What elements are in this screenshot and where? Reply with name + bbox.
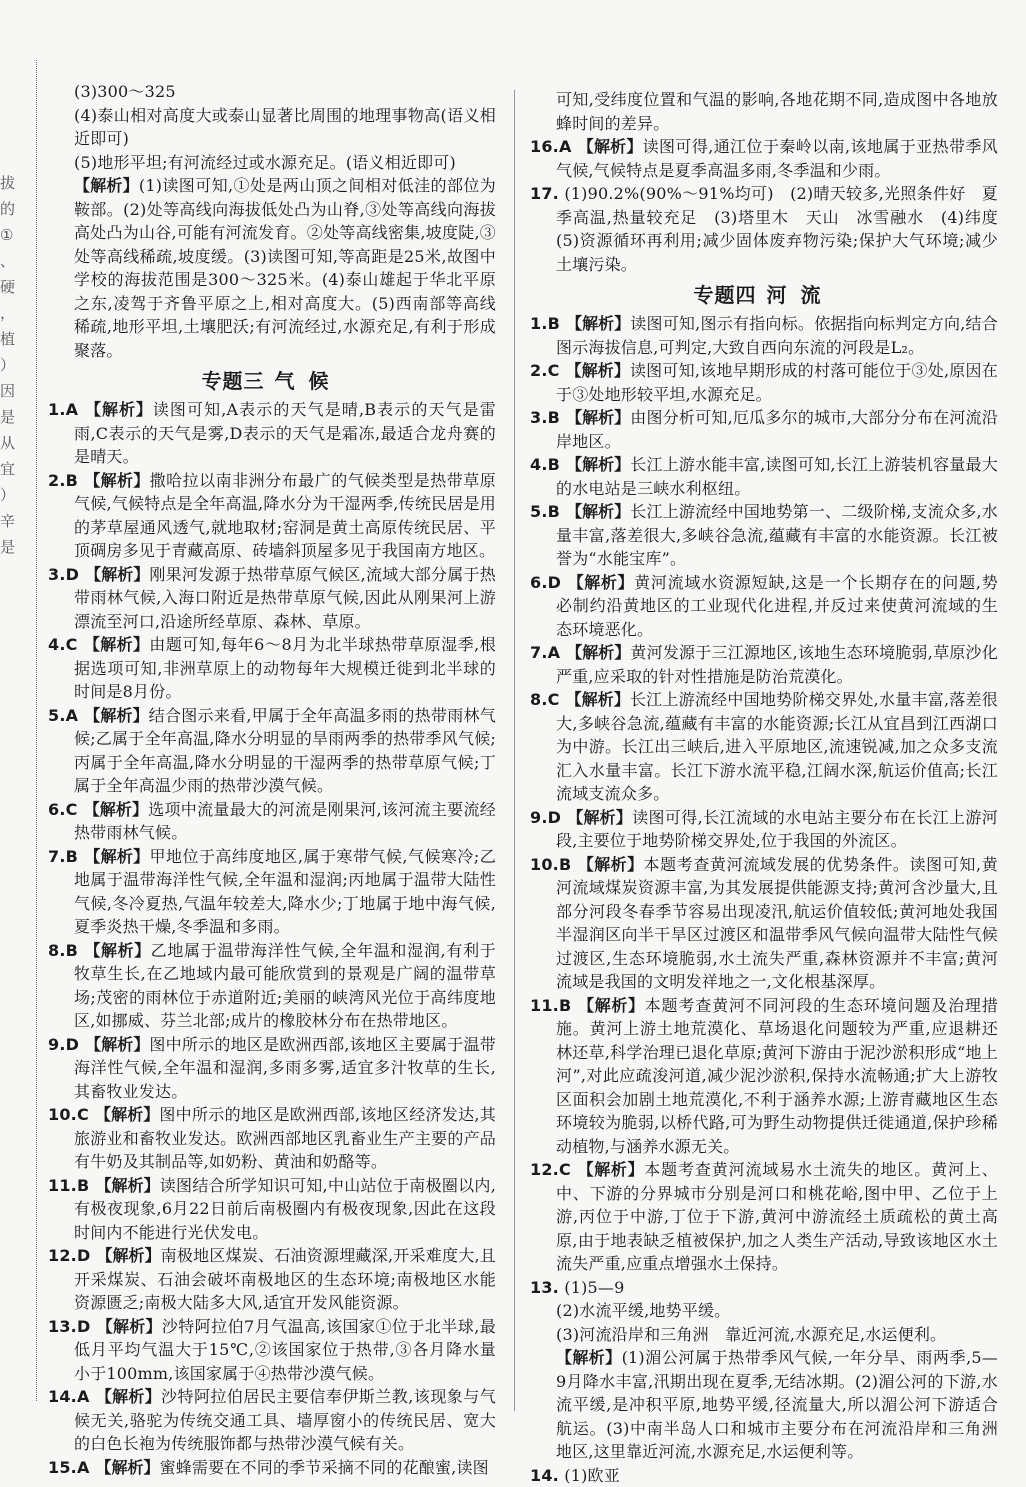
- question-number: 7.: [48, 847, 66, 866]
- question-item: [48, 563, 496, 634]
- question-list: [48, 398, 496, 1479]
- answer-line: (2)水流平缓,地势平缓。: [530, 1299, 998, 1323]
- edge-glyph: 宜: [0, 456, 18, 482]
- question-number: 11.: [530, 996, 559, 1015]
- question-item: [530, 453, 998, 500]
- answer-text: 本题考查黄河不同河段的生态环境问题及治理措施。黄河上游土地荒漠化、草场退化问题较为严重,应退耕还林还草,科学治理已退化草原;黄河下游由于泥沙淤积形成“地上河”,对此应疏浚河道,减少泥沙淤积,保持水流畅通;扩大上游牧区面积会加剧土地荒漠化,不利于涵养水源;上游青藏地区生态环境较为脆弱,以桥代路,可为野生动物提供迁徙通道,保护珍稀动植物,与涵养水源无关。: [556, 996, 998, 1156]
- question-number: 5.: [530, 502, 548, 521]
- answer-choice: D: [548, 808, 561, 827]
- question-item: [530, 1158, 998, 1276]
- answer-text: 沙特阿拉伯居民主要信奉伊斯兰教,该现象与气候无关,骆驼为传统交通工具、墙厚窗小的传统民居、宽大的白色长袍为传统服饰都与热带沙漠气候有关。: [74, 1387, 496, 1453]
- answer-choice: C: [66, 635, 78, 654]
- question-item: [48, 398, 496, 469]
- answer-text: 长江上游流经中国地势第一、二级阶梯,支流众多,水量丰富,落差很大,多峡谷急流,蕴藏有丰富的水能资源。长江被誉为“水能宝库”。: [556, 502, 998, 568]
- analysis-tag: 【解析】: [95, 1105, 159, 1124]
- answer-text: 本题考查黄河流域易水土流失的地区。黄河上、中、下游的分界城市分别是河口和桃花峪,图中甲、乙位于上游,丙位于中游,丁位于下游,黄河中游流经土质疏松的黄土高原,由于地表缺乏植被保护,加之人类生产活动,导致该地区水土流失严重,应重点增强水土保持。: [556, 1160, 998, 1273]
- edge-glyph: 因: [0, 378, 18, 404]
- analysis-tag: 【解析】: [577, 996, 644, 1015]
- answer-text: 由题可知,每年6～8月为北半球热带草原湿季,根据选项可知,非洲草原上的动物每年大规模迁徙到北半球的时间是8月份。: [74, 635, 496, 701]
- question-item: [530, 806, 998, 853]
- answer-choice: B: [548, 502, 560, 521]
- answer-text: 乙地属于温带海洋性气候,全年温和湿润,有利于牧草生长,在乙地域内最可能欣赏到的景观是广阔的温带草场;茂密的雨林位于赤道附近;美丽的峡湾风光位于高纬度地区,如挪威、芬兰北部;成片的橡胶林分布在热带地区。: [74, 941, 496, 1031]
- analysis-tag: 【解析】: [84, 941, 151, 960]
- answer-text: 结合图示来看,甲属于全年高温多雨的热带雨林气候;乙属于全年高温,降水分明显的旱雨两季的热带季风气候;丙属于全年高温,降水分明显的干湿两季的热带草原气候;丁属于全年高温少雨的热带沙漠气候。: [74, 706, 496, 796]
- edge-glyph: 、: [0, 248, 18, 274]
- question-number: 3.: [48, 565, 66, 584]
- answer-text: 由图分析可知,厄瓜多尔的城市,大部分分布在河流沿岸地区。: [556, 408, 998, 451]
- section-word: 气候: [275, 369, 343, 393]
- question-number: 11.: [48, 1176, 77, 1195]
- answer-choice: A: [66, 400, 79, 419]
- question-item: [530, 641, 998, 688]
- analysis-tag: 【解析】: [96, 1246, 160, 1265]
- answer-text: 长江上游水能丰富,读图可知,长江上游装机容量最大的水电站是三峡水利枢纽。: [556, 455, 998, 498]
- answer-line: (3)河流沿岸和三角洲 靠近河流,水源充足,水运便利。: [530, 1323, 998, 1347]
- analysis-tag: 【解析】: [84, 635, 150, 654]
- section-word: 河流: [767, 283, 835, 307]
- answer-choice: D: [66, 1035, 79, 1054]
- analysis-tag: 【解析】: [95, 1176, 159, 1195]
- answer-choice: B: [77, 1176, 89, 1195]
- analysis-tag: 【解析】: [96, 1458, 160, 1477]
- analysis-tag: 【解析】: [566, 361, 630, 380]
- question-item: [48, 845, 496, 939]
- answer-choice: B: [559, 996, 571, 1015]
- answer-text: 南极地区煤炭、石油资源埋藏深,开采难度大,且开采煤炭、石油会破坏南极地区的生态环境;南极地区水能资源匮乏;南极大陆多大风,适宜开发风能资源。: [74, 1246, 496, 1312]
- answer-text: 本题考查黄河流域发展的优势条件。读图可知,黄河流域煤炭资源丰富,为其发展提供能源支持;黄河含沙量大,且部分河段冬春季节容易出现凌汛,航运价值较低;黄河地处我国半湿润区向半干旱区过渡区和温带季风气候向温带大陆性气候过渡区,生态环境脆弱,水土流失严重,森林资源并不丰富;黄河流域是我国的文明发祥地之一,文化根基深厚。: [556, 855, 998, 992]
- question-number: 14.: [48, 1387, 77, 1406]
- question-number: 13.: [48, 1317, 77, 1336]
- answer-text: 读图可知,该地早期形成的村落可能位于③处,原因在于③处地形较平坦,水源充足。: [556, 361, 998, 404]
- answer-text: 读图可知,图示有指向标。依据指向标判定方向,结合图示海拔信息,可判定,大致自西向东流的河段是L₂。: [556, 314, 998, 357]
- answer-choice: B: [548, 455, 560, 474]
- edge-glyph: 是: [0, 534, 18, 560]
- answer-text: (1)欧亚: [564, 1466, 620, 1485]
- question-item: [48, 469, 496, 563]
- answer-text: 图中所示的地区是欧洲西部,该地区主要属于温带海洋性气候,全年温和湿润,多雨多雾,适宜多汁牧草的生长,其畜牧业发达。: [74, 1035, 496, 1101]
- section-title: [530, 280, 998, 310]
- question-number: 12.: [530, 1160, 559, 1179]
- answer-choice: B: [548, 408, 560, 427]
- edge-glyph: ，: [0, 300, 18, 326]
- answer-text: 黄河发源于三江源地区,该地生态环境脆弱,草原沙化严重,应采取的针对性措施是防治荒漠化。: [556, 643, 998, 686]
- analysis-tag: 【解析】: [566, 502, 630, 521]
- answer-choice: A: [548, 643, 561, 662]
- analysis-tag: 【解析】: [556, 1348, 622, 1367]
- question-number: 5.: [48, 706, 66, 725]
- question-number: 3.: [530, 408, 548, 427]
- answer-text: 撒哈拉以南非洲分布最广的气候类型是热带草原气候,气候特点是全年高温,降水分为干湿两季,传统民居是用的茅草屋通风透气,就地取材;窑洞是黄土高原传统民居、平顶碉房多见于青藏高原、砖墙斜顶屋多见于我国南方地区。: [74, 471, 496, 561]
- question-item: [48, 1456, 496, 1480]
- analysis-tag: 【解析】: [84, 800, 149, 819]
- question-number: 1.: [48, 400, 66, 419]
- question-item: [530, 1276, 998, 1300]
- answer-text: 读图可得,通江位于秦岭以南,该地属于亚热带季风气候,气候特点是夏季高温多雨,冬季温和少雨。: [556, 137, 998, 180]
- answer-choice: A: [559, 137, 572, 156]
- answer-text: 读图结合所学知识可知,中山站位于南极圈以内,有极夜现象,6月22日前后南极圈内有极夜现象,因此在这段时间内不能进行光伏发电。: [74, 1176, 496, 1242]
- answer-choice: D: [548, 573, 561, 592]
- question-number: 7.: [530, 643, 548, 662]
- question-number: 4.: [530, 455, 548, 474]
- question-number: 9.: [48, 1035, 66, 1054]
- question-item: [48, 1385, 496, 1456]
- answer-choice: B: [66, 471, 78, 490]
- question-item: [530, 359, 998, 406]
- question-item: [530, 182, 998, 276]
- analysis-tag: 【解析】: [578, 137, 643, 156]
- edge-glyph: ）: [0, 352, 18, 378]
- analysis-tag: 【解析】: [566, 455, 630, 474]
- question-number: 14.: [530, 1466, 559, 1485]
- analysis-tag: 【解析】: [567, 573, 634, 592]
- edge-glyph: ①: [0, 222, 18, 248]
- analysis-tag: 【解析】: [566, 314, 630, 333]
- answer-choice: B: [559, 855, 571, 874]
- answer-choice: D: [77, 1317, 90, 1336]
- binding-dotted-line: [36, 60, 37, 1401]
- analysis-paragraph: [530, 1346, 998, 1464]
- edge-glyph: 的: [0, 196, 18, 222]
- analysis-tag: 【解析】: [84, 706, 148, 725]
- question-number: 9.: [530, 808, 548, 827]
- answer-line: (3)300～325: [48, 80, 496, 104]
- question-number: 10.: [48, 1105, 77, 1124]
- answer-text: 蜜蜂需要在不同的季节采摘不同的花酿蜜,读图: [160, 1458, 489, 1477]
- analysis-tag: 【解析】: [84, 471, 150, 490]
- analysis-tag: 【解析】: [84, 400, 153, 419]
- answer-choice: C: [548, 690, 560, 709]
- question-item: [48, 1244, 496, 1315]
- right-column: [530, 88, 998, 1487]
- edge-glyph: 从: [0, 430, 18, 456]
- question-item: [530, 688, 998, 806]
- question-item: [48, 939, 496, 1033]
- answer-text: 甲地位于高纬度地区,属于寒带气候,气候寒冷;乙地属于温带海洋性气候,全年温和湿润;丙地属于温带大陆性气候,冬冷夏热,气温年较差大,降水少;丁地属于地中海气候,夏季炎热干燥,冬季温和多雨。: [74, 847, 496, 937]
- answer-choice: B: [548, 314, 560, 333]
- answer-text: 选项中流量最大的河流是刚果河,该河流主要流经热带雨林气候。: [74, 800, 496, 843]
- answer-choice: A: [66, 706, 79, 725]
- question-number: 8.: [48, 941, 66, 960]
- answer-line: (5)地形平坦;有河流经过或水源充足。(语义相近即可): [48, 151, 496, 175]
- answer-text: (1)90.2%(90%～91%均可) (2)晴天较多,光照条件好 夏季高温,热量较充足 (3)塔里木 天山 冰雪融水 (4)纬度 (5)资源循环再利用;减少固体废弃物污染;保护大气环境;减少土壤污染。: [556, 184, 1014, 274]
- edge-glyph: 是: [0, 404, 18, 430]
- answer-choice: D: [77, 1246, 90, 1265]
- answer-choice: B: [66, 941, 78, 960]
- answer-choice: B: [66, 847, 78, 866]
- question-item: [48, 1315, 496, 1386]
- question-number: 17.: [530, 184, 559, 203]
- edge-glyph: 拔: [0, 170, 18, 196]
- question-number: 12.: [48, 1246, 77, 1265]
- continuation-text: 可知,受纬度位置和气温的影响,各地花期不同,造成图中各地放蜂时间的差异。: [530, 88, 998, 135]
- answer-text: 读图可知,A表示的天气是晴,B表示的天气是雷雨,C表示的天气是雾,D表示的天气是霜冻,最适合龙舟赛的是晴天。: [74, 400, 496, 466]
- question-number: 16.: [530, 137, 559, 156]
- answer-choice: C: [66, 800, 78, 819]
- answer-text: 读图可得,长江流域的水电站主要分布在长江上游河段,主要位于地势阶梯交界处,位于我国的外流区。: [556, 808, 998, 851]
- question-number: 2.: [48, 471, 66, 490]
- question-number: 2.: [530, 361, 548, 380]
- section-title: [48, 366, 496, 396]
- question-item: [530, 312, 998, 359]
- question-number: 15.: [48, 1458, 77, 1477]
- question-item: [48, 704, 496, 798]
- answer-choice: D: [66, 565, 79, 584]
- edge-glyph: 植: [0, 326, 18, 352]
- question-item: [530, 994, 998, 1159]
- analysis-tag: 【解析】: [85, 1035, 149, 1054]
- answer-text: 图中所示的地区是欧洲西部,该地区经济发达,其旅游业和畜牧业发达。欧洲西部地区乳畜业生产主要的产品有牛奶及其制品等,如奶粉、黄油和奶酪等。: [74, 1105, 496, 1171]
- answer-text: 长江上游流经中国地势阶梯交界处,水量丰富,落差很大,多峡谷急流,蕴藏有丰富的水能资源;长江从宜昌到江西湖口为中游。长江出三峡后,进入平原地区,流速锐减,加之众多支流汇入水量丰富。长江下游水流平稳,江阔水深,航运价值高;长江流域支流众多。: [556, 690, 998, 803]
- edge-glyph: 辛: [0, 508, 18, 534]
- analysis-tag: 【解析】: [566, 690, 630, 709]
- answer-text: 沙特阿拉伯7月气温高,该国家①位于北半球,最低月平均气温大于15℃,②该国家位于热带,③各月降水量小于100mm,该国家属于④热带沙漠气候。: [74, 1317, 496, 1383]
- analysis-tag: 【解析】: [577, 855, 643, 874]
- section-label: 专题四: [694, 283, 757, 307]
- answer-line: (4)泰山相对高度大或泰山显著比周围的地理事物高(语义相近即可): [48, 104, 496, 151]
- question-item: [530, 1464, 998, 1487]
- analysis-tag: 【解析】: [74, 176, 139, 195]
- analysis-tag: 【解析】: [85, 565, 149, 584]
- answer-choice: A: [77, 1387, 90, 1406]
- analysis-tag: 【解析】: [567, 808, 632, 827]
- question-number: 10.: [530, 855, 559, 874]
- edge-glyph: 硬: [0, 274, 18, 300]
- question-number: 13.: [530, 1278, 559, 1297]
- answer-choice: C: [77, 1105, 89, 1124]
- analysis-paragraph: [48, 174, 496, 362]
- section-label: 专题三: [202, 369, 265, 393]
- answer-choice: C: [548, 361, 560, 380]
- analysis-tag: 【解析】: [84, 847, 149, 866]
- question-item: [530, 853, 998, 994]
- analysis-tag: 【解析】: [577, 1160, 644, 1179]
- question-list: [530, 312, 998, 1276]
- question-number: 1.: [530, 314, 548, 333]
- question-list: [530, 135, 998, 182]
- answer-choice: A: [77, 1458, 90, 1477]
- answer-text: 刚果河发源于热带草原气候区,流域大部分属于热带雨林气候,入海口附近是热带草原气候,因此从刚果河上游漂流至河口,沿途所经草原、森林、草原。: [74, 565, 496, 631]
- question-number: 6.: [530, 573, 548, 592]
- question-item: [48, 1033, 496, 1104]
- question-item: [48, 633, 496, 704]
- analysis-text: (1)湄公河属于热带季风气候,一年分旱、雨两季,5—9月降水丰富,汛期出现在夏季,无结冰期。(2)湄公河的下游,水流平缓,是冲积平原,地势平缓,径流量大,所以湄公河下游适合航运。(3)中南半岛人口和城市主要分布在河流沿岸和三角洲地区,这里靠近河流,水源充足,水运便利等。: [556, 1348, 998, 1461]
- answer-text: 黄河流域水资源短缺,这是一个长期存在的问题,势必制约沿黄地区的工业现代化进程,并反过来使黄河流域的生态环境恶化。: [556, 573, 998, 639]
- analysis-tag: 【解析】: [96, 1317, 161, 1336]
- edge-glyph: ）: [0, 482, 18, 508]
- question-number: 4.: [48, 635, 66, 654]
- question-item: [530, 500, 998, 571]
- question-number: 8.: [530, 690, 548, 709]
- column-divider: [514, 90, 515, 1411]
- question-item: [530, 406, 998, 453]
- edge-marks: [0, 170, 18, 560]
- question-item: [48, 1174, 496, 1245]
- answer-line: (1)5—9: [564, 1278, 624, 1297]
- question-item: [530, 571, 998, 642]
- question-item: [530, 135, 998, 182]
- question-item: [48, 798, 496, 845]
- analysis-tag: 【解析】: [566, 643, 630, 662]
- question-item: [48, 1103, 496, 1174]
- question-number: 6.: [48, 800, 66, 819]
- analysis-text: (1)读图可知,①处是两山顶之间相对低洼的部位为鞍部。(2)处等高线向海拔低处凸为山脊,③处等高线向海拔高处凸为山谷,可能有河流发育。②处等高线密集,坡度陡,③处等高线稀疏,坡度缓。(3)读图可知,等高距是25米,故图中学校的海拔范围是300～325米。(4)泰山雄起于华北平原之东,凌驾于齐鲁平原之上,相对高度大。(5)西南部等高线稀疏,地形平坦,土壤肥沃;有河流经过,水源充足,有利于形成聚落。: [74, 176, 496, 360]
- analysis-tag: 【解析】: [566, 408, 630, 427]
- answer-choice: C: [559, 1160, 571, 1179]
- analysis-tag: 【解析】: [96, 1387, 161, 1406]
- left-column: [48, 80, 496, 1479]
